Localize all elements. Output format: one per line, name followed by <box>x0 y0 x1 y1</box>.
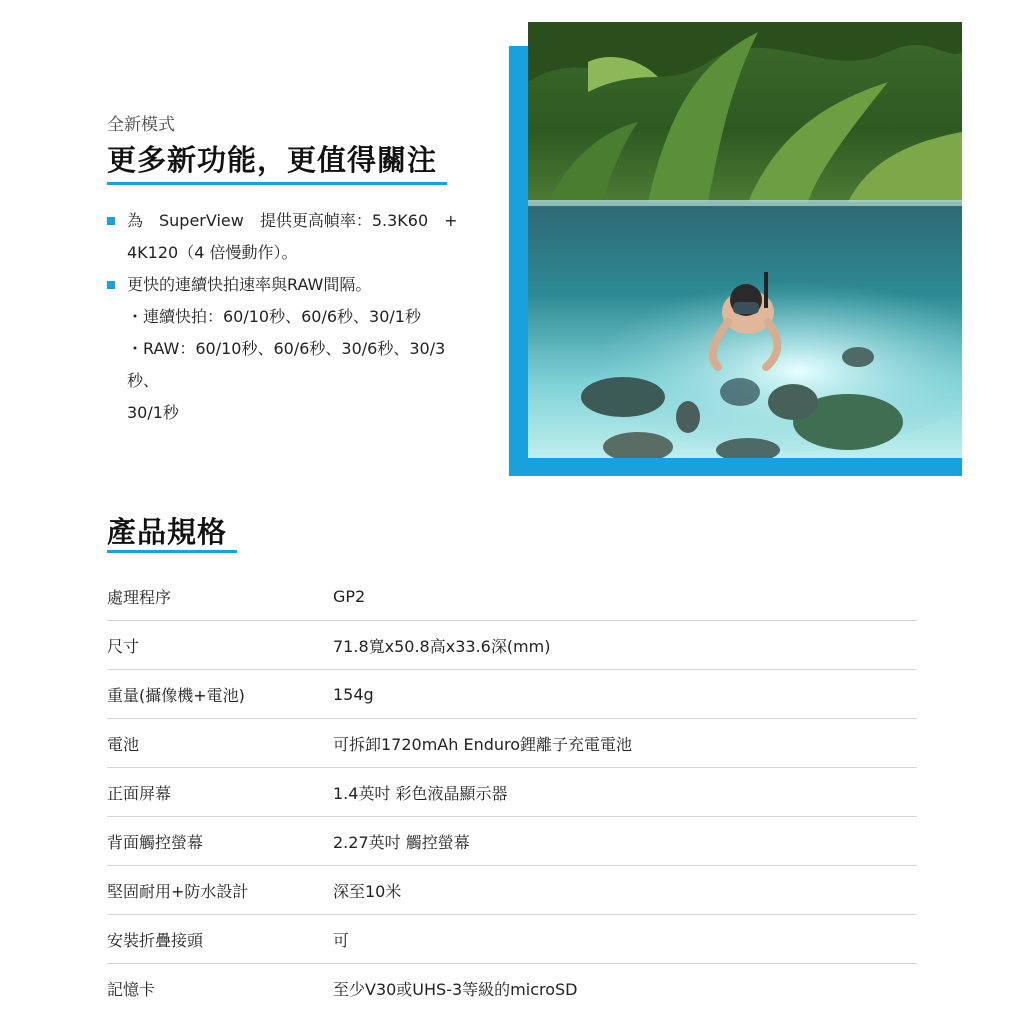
spec-value: 154g <box>333 684 374 704</box>
specs-title: 產品規格 <box>107 515 228 549</box>
spec-row <box>107 670 917 719</box>
spec-label: 堅固耐用+防水設計 <box>107 881 249 901</box>
spec-value: 71.8寬x50.8高x33.6深(mm) <box>333 636 551 656</box>
specs-underline <box>107 550 237 553</box>
spec-row <box>107 964 917 1012</box>
spec-row <box>107 719 917 768</box>
spec-value: 深至10米 <box>333 881 402 901</box>
spec-row <box>107 915 917 964</box>
specs-table <box>107 572 917 1012</box>
bullet-line: 4K120（4 倍慢動作）。 <box>127 243 298 262</box>
feature-bullet <box>107 205 462 269</box>
bullet-square-icon <box>107 281 115 289</box>
spec-value: 1.4英吋 彩色液晶顯示器 <box>333 783 508 803</box>
feature-bullet <box>107 269 462 429</box>
bullet-line: ・RAW：60/10秒、60/6秒、30/6秒、30/3秒、 <box>127 339 446 390</box>
feature-title: 更多新功能，更值得關注 <box>107 143 438 177</box>
spec-label: 安裝折疊接頭 <box>107 930 204 950</box>
title-underline <box>107 182 447 185</box>
spec-value: GP2 <box>333 586 366 606</box>
feature-section <box>0 0 1024 480</box>
spec-row <box>107 621 917 670</box>
snorkeler-photo <box>528 22 962 458</box>
spec-value: 可拆卸1720mAh Enduro鋰離子充電電池 <box>333 734 633 754</box>
spec-label: 尺寸 <box>107 636 140 656</box>
spec-label: 正面屏幕 <box>107 783 172 803</box>
spec-label: 處理程序 <box>107 587 172 607</box>
bullet-line: 30/1秒 <box>127 403 179 422</box>
spec-value: 可 <box>333 930 350 950</box>
bullet-line: 更快的連續快拍速率與RAW間隔。 <box>127 275 372 294</box>
spec-row <box>107 817 917 866</box>
bullet-line: ・連續快拍：60/10秒、60/6秒、30/1秒 <box>127 307 421 326</box>
feature-eyebrow: 全新模式 <box>107 115 175 135</box>
bullet-square-icon <box>107 217 115 225</box>
spec-row <box>107 866 917 915</box>
spec-row <box>107 572 917 621</box>
spec-row <box>107 768 917 817</box>
spec-label: 電池 <box>107 734 140 754</box>
feature-bullet-list <box>107 205 462 429</box>
spec-value: 至少V30或UHS-3等級的microSD <box>333 979 578 999</box>
spec-label: 重量(攝像機+電池) <box>107 685 245 705</box>
spec-label: 記憶卡 <box>107 979 156 999</box>
spec-value: 2.27英吋 觸控螢幕 <box>333 832 470 852</box>
spec-label: 背面觸控螢幕 <box>107 832 204 852</box>
bullet-line: 為 SuperView 提供更高幀率：5.3K60 + <box>127 211 458 230</box>
snorkeler-illustration <box>528 22 962 458</box>
